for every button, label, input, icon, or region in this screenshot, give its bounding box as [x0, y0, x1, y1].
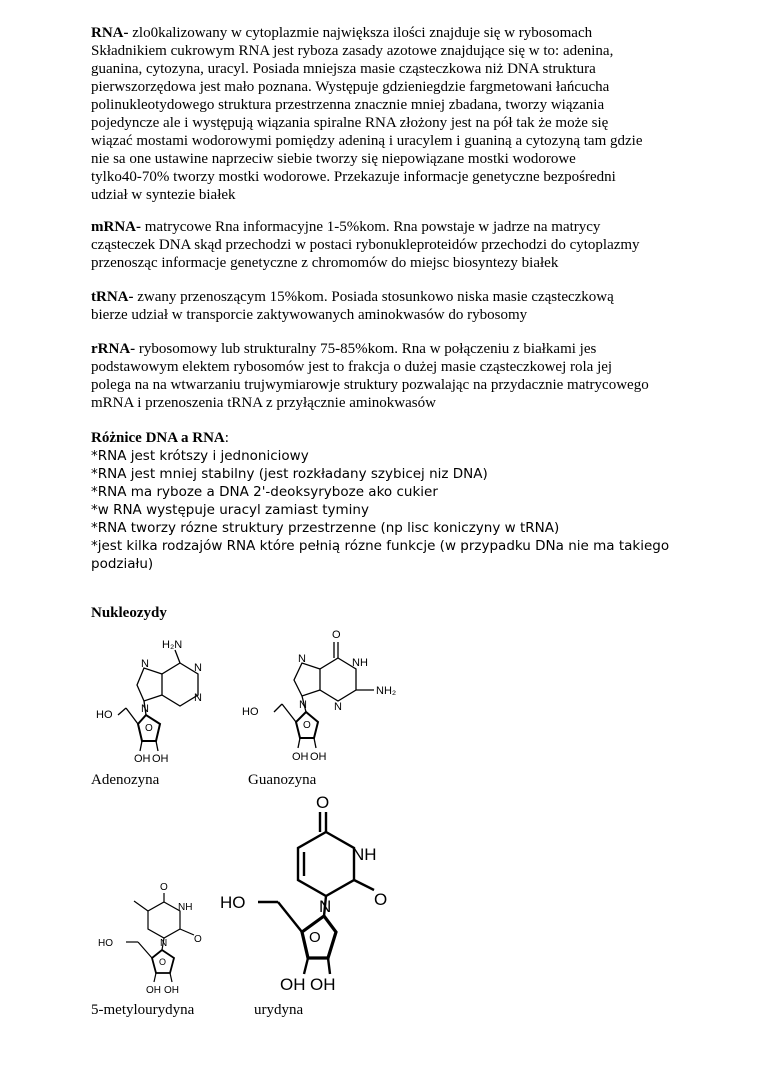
uridine-ring-o-label: O: [309, 929, 321, 946]
text-line: cząsteczek DNA skąd przechodzi w postaci rybonukleproteidów przechodzi do cytoplazmy: [91, 237, 640, 253]
nucleosides-title: Nukleozydy: [91, 605, 167, 621]
list-item: *w RNA występuje uracyl zamiast tyminy: [91, 502, 369, 518]
text-line: nie sa one ustawine naprzeciw siebie tworzy się niepowiązane mostki wodorowe: [91, 151, 576, 167]
uridine-oh-label: OH: [280, 975, 306, 994]
methyluridine-ring-o-label: O: [159, 957, 167, 967]
methyluridine-o-label: O: [194, 934, 202, 945]
methyluridine-ho-label: HO: [98, 938, 113, 949]
list-item: podziału): [91, 556, 154, 572]
text-line: pojedyncze ale i występują wiązania spiralne RNA złożony jest na pół tak że może się: [91, 115, 609, 131]
adenosine-n-label: N: [141, 703, 149, 715]
guanosine-nh2-label: NH₂: [376, 685, 397, 697]
uridine-oh-label: OH: [310, 975, 336, 994]
adenosine-structure: [88, 625, 238, 770]
text-line: zlo0kalizowany w cytoplazmie największa ilości znajduje się w rybosomach: [128, 25, 593, 41]
text-line: matrycowe Rna informacyjne 1-5%kom. Rna powstaje w jadrze na matrycy: [141, 219, 601, 235]
uridine-o-label: O: [374, 890, 388, 909]
adenosine-n-label: N: [141, 658, 149, 670]
list-item: *RNA jest mniej stabilny (jest rozkładany szybicej niz DNA): [91, 466, 488, 482]
text-line: guanina, cytozyna, uracyl. Posiada mniejsza masie cząsteczkowa niż DNA struktura: [91, 61, 596, 77]
text-line: wiązać mostami wodorowymi pomiędzy adeniną i uracylem i guaniną a cytozyną tam gdzie: [91, 133, 643, 149]
adenosine-oh-label: OH: [152, 753, 169, 765]
guanosine-ho-label: HO: [242, 706, 259, 718]
guanosine-n-label: N: [298, 653, 306, 665]
term-mrna: mRNA-: [91, 219, 141, 235]
text-line: zwany przenoszącym 15%kom. Posiada stosunkowo niska masie cząsteczkową: [133, 289, 614, 305]
paragraph-rna: [91, 24, 676, 204]
guanosine-structure: [236, 620, 416, 770]
term-trna: tRNA-: [91, 289, 134, 305]
methyluridine-structure: [90, 880, 220, 1000]
adenosine-ho-label: HO: [96, 709, 113, 721]
differences-section: [91, 429, 676, 573]
guanosine-o-label: O: [332, 629, 341, 641]
uridine-n-label: N: [319, 897, 332, 916]
adenosine-oh-label: OH: [134, 753, 151, 765]
uridine-ho-label: HO: [220, 893, 246, 912]
methyluridine-o-label: O: [160, 882, 168, 893]
uridine-caption: urydyna: [254, 1002, 304, 1018]
text-line: mRNA i przenoszenia tRNA z przyłącznie aminokwasów: [91, 395, 436, 411]
text-line: udział w syntezie białek: [91, 187, 236, 203]
list-item: *RNA tworzy rózne struktury przestrzenne (np lisc koniczyny w tRNA): [91, 520, 560, 536]
text-line: polega na na wtwarzaniu trujwymiarowje struktury pozwalając na przydacznie matrycowego: [91, 377, 649, 393]
guanosine-nh-label: NH: [352, 657, 368, 669]
list-item: *jest kilka rodzajów RNA które pełnią rózne funkcje (w przypadku DNa nie ma takiego: [91, 538, 670, 554]
text-line: podstawowym elektem rybosomów jest to frakcja o dużej masie cząsteczkowej rola jej: [91, 359, 613, 375]
paragraph-trna: [91, 288, 676, 324]
methyluridine-n-label: N: [160, 938, 168, 949]
methyluridine-oh-label: OH: [164, 985, 179, 996]
paragraph-mrna: [91, 218, 676, 272]
guanosine-ring-o-label: O: [303, 720, 311, 731]
text-line: rybosomowy lub strukturalny 75-85%kom. Rna w połączeniu z białkami jes: [135, 341, 597, 357]
text-line: pierwszorzędowa jest mało poznana. Występuje gdzieniegdzie fargmetowani łańcucha: [91, 79, 610, 95]
term-rrna: rRNA-: [91, 341, 136, 357]
differences-title: Różnice DNA a RNA: [91, 430, 225, 446]
guanosine-n-label: N: [299, 699, 307, 711]
adenosine-n-label: N: [194, 692, 202, 704]
text-line: przenosząc informacje genetyczne z chromomów do miejsc biosyntezy białek: [91, 255, 559, 271]
guanosine-oh-label: OH: [292, 751, 309, 763]
uridine-nh-label: NH: [352, 845, 377, 864]
paragraph-rrna: [91, 340, 676, 412]
adenosine-ring-o-label: O: [145, 723, 153, 734]
adenosine-caption: Adenozyna: [91, 772, 160, 788]
list-item: *RNA ma ryboze a DNA 2'-deoksyryboze ako cukier: [91, 484, 438, 500]
methyluridine-caption: 5-metylourydyna: [91, 1002, 195, 1018]
uridine-structure: [218, 790, 418, 1000]
adenosine-n-label: N: [194, 662, 202, 674]
text-line: Składnikiem cukrowym RNA jest ryboza zasady azotowe znajdujące się w to: adenina,: [91, 43, 614, 59]
guanosine-oh-label: OH: [310, 751, 327, 763]
differences-colon: :: [224, 430, 229, 446]
uridine-o-label: O: [316, 793, 330, 812]
text-line: tylko40-70% tworzy mostki wodorowe. Przekazuje informacje genetyczne bezpośredni: [91, 169, 616, 185]
methyluridine-nh-label: NH: [178, 902, 193, 913]
text-line: polinukleotydowego struktura przestrzenna znacznie mniej zbadana, tworzy wiązania: [91, 97, 605, 113]
methyluridine-oh-label: OH: [146, 985, 161, 996]
list-item: *RNA jest krótszy i jednoniciowy: [91, 448, 309, 464]
adenosine-nh2-label: H₂N: [162, 639, 183, 651]
text-line: bierze udział w transporcie zaktywowanych aminokwasów do rybosomy: [91, 307, 528, 323]
term-rna: RNA-: [91, 25, 129, 41]
guanosine-n-label: N: [334, 701, 342, 713]
guanosine-caption: Guanozyna: [248, 772, 317, 788]
